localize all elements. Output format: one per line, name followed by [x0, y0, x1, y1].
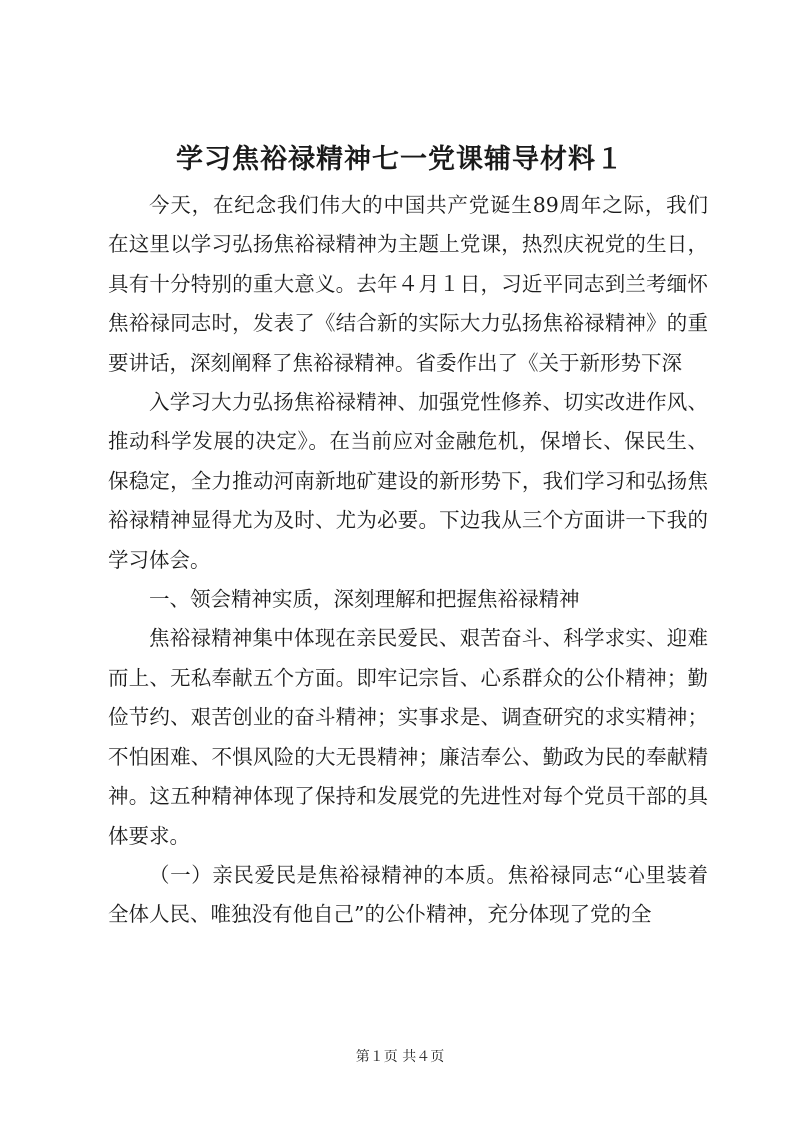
paragraph-five-aspects: 焦裕禄精神集中体现在亲民爱民、艰苦奋斗、科学求实、迎难而上、无私奉献五个方面。即牢记宗旨、心系群众的公仆精神；勤俭节约、艰苦创业的奋斗精神；实事求是、调查研究的求实精神；不怕困难、不惧风险的大无畏精神；廉洁奉公、勤政为民的奉献精神。这五种精神体现了保持和发展党的先进性对每个党员干部的具体要求。: [108, 626, 708, 848]
paragraph-intro: 今天，在纪念我们伟大的中国共产党诞生89周年之际，我们在这里以学习弘扬焦裕禄精神为主题上党课，热烈庆祝党的生日，具有十分特别的重大意义。去年４月１日，习近平同志到兰考缅怀焦裕禄同志时，发表了《结合新的实际大力弘扬焦裕禄精神》的重要讲话，深刻阐释了焦裕禄精神。省委作出了《关于新形势下深: [108, 193, 708, 375]
document-body: [108, 186, 708, 935]
page-footer: 第１页 共４页: [355, 1049, 445, 1065]
section-heading-1: 一、领会精神实质，深刻理解和把握焦裕禄精神: [149, 587, 580, 612]
document-title: 学习焦裕禄精神七一党课辅导材料１: [176, 144, 624, 175]
paragraph-subsection-1: （一）亲民爱民是焦裕禄精神的本质。焦裕禄同志“心里装着全体人民、唯独没有他自己”的公仆精神，充分体现了党的全: [108, 862, 708, 927]
paragraph-decision: 入学习大力弘扬焦裕禄精神、加强党性修养、切实改进作风、推动科学发展的决定》。在当前应对金融危机，保增长、保民生、保稳定，全力推动河南新地矿建设的新形势下，我们学习和弘扬焦裕禄精神显得尤为及时、尤为必要。下边我从三个方面讲一下我的学习体会。: [108, 390, 708, 572]
